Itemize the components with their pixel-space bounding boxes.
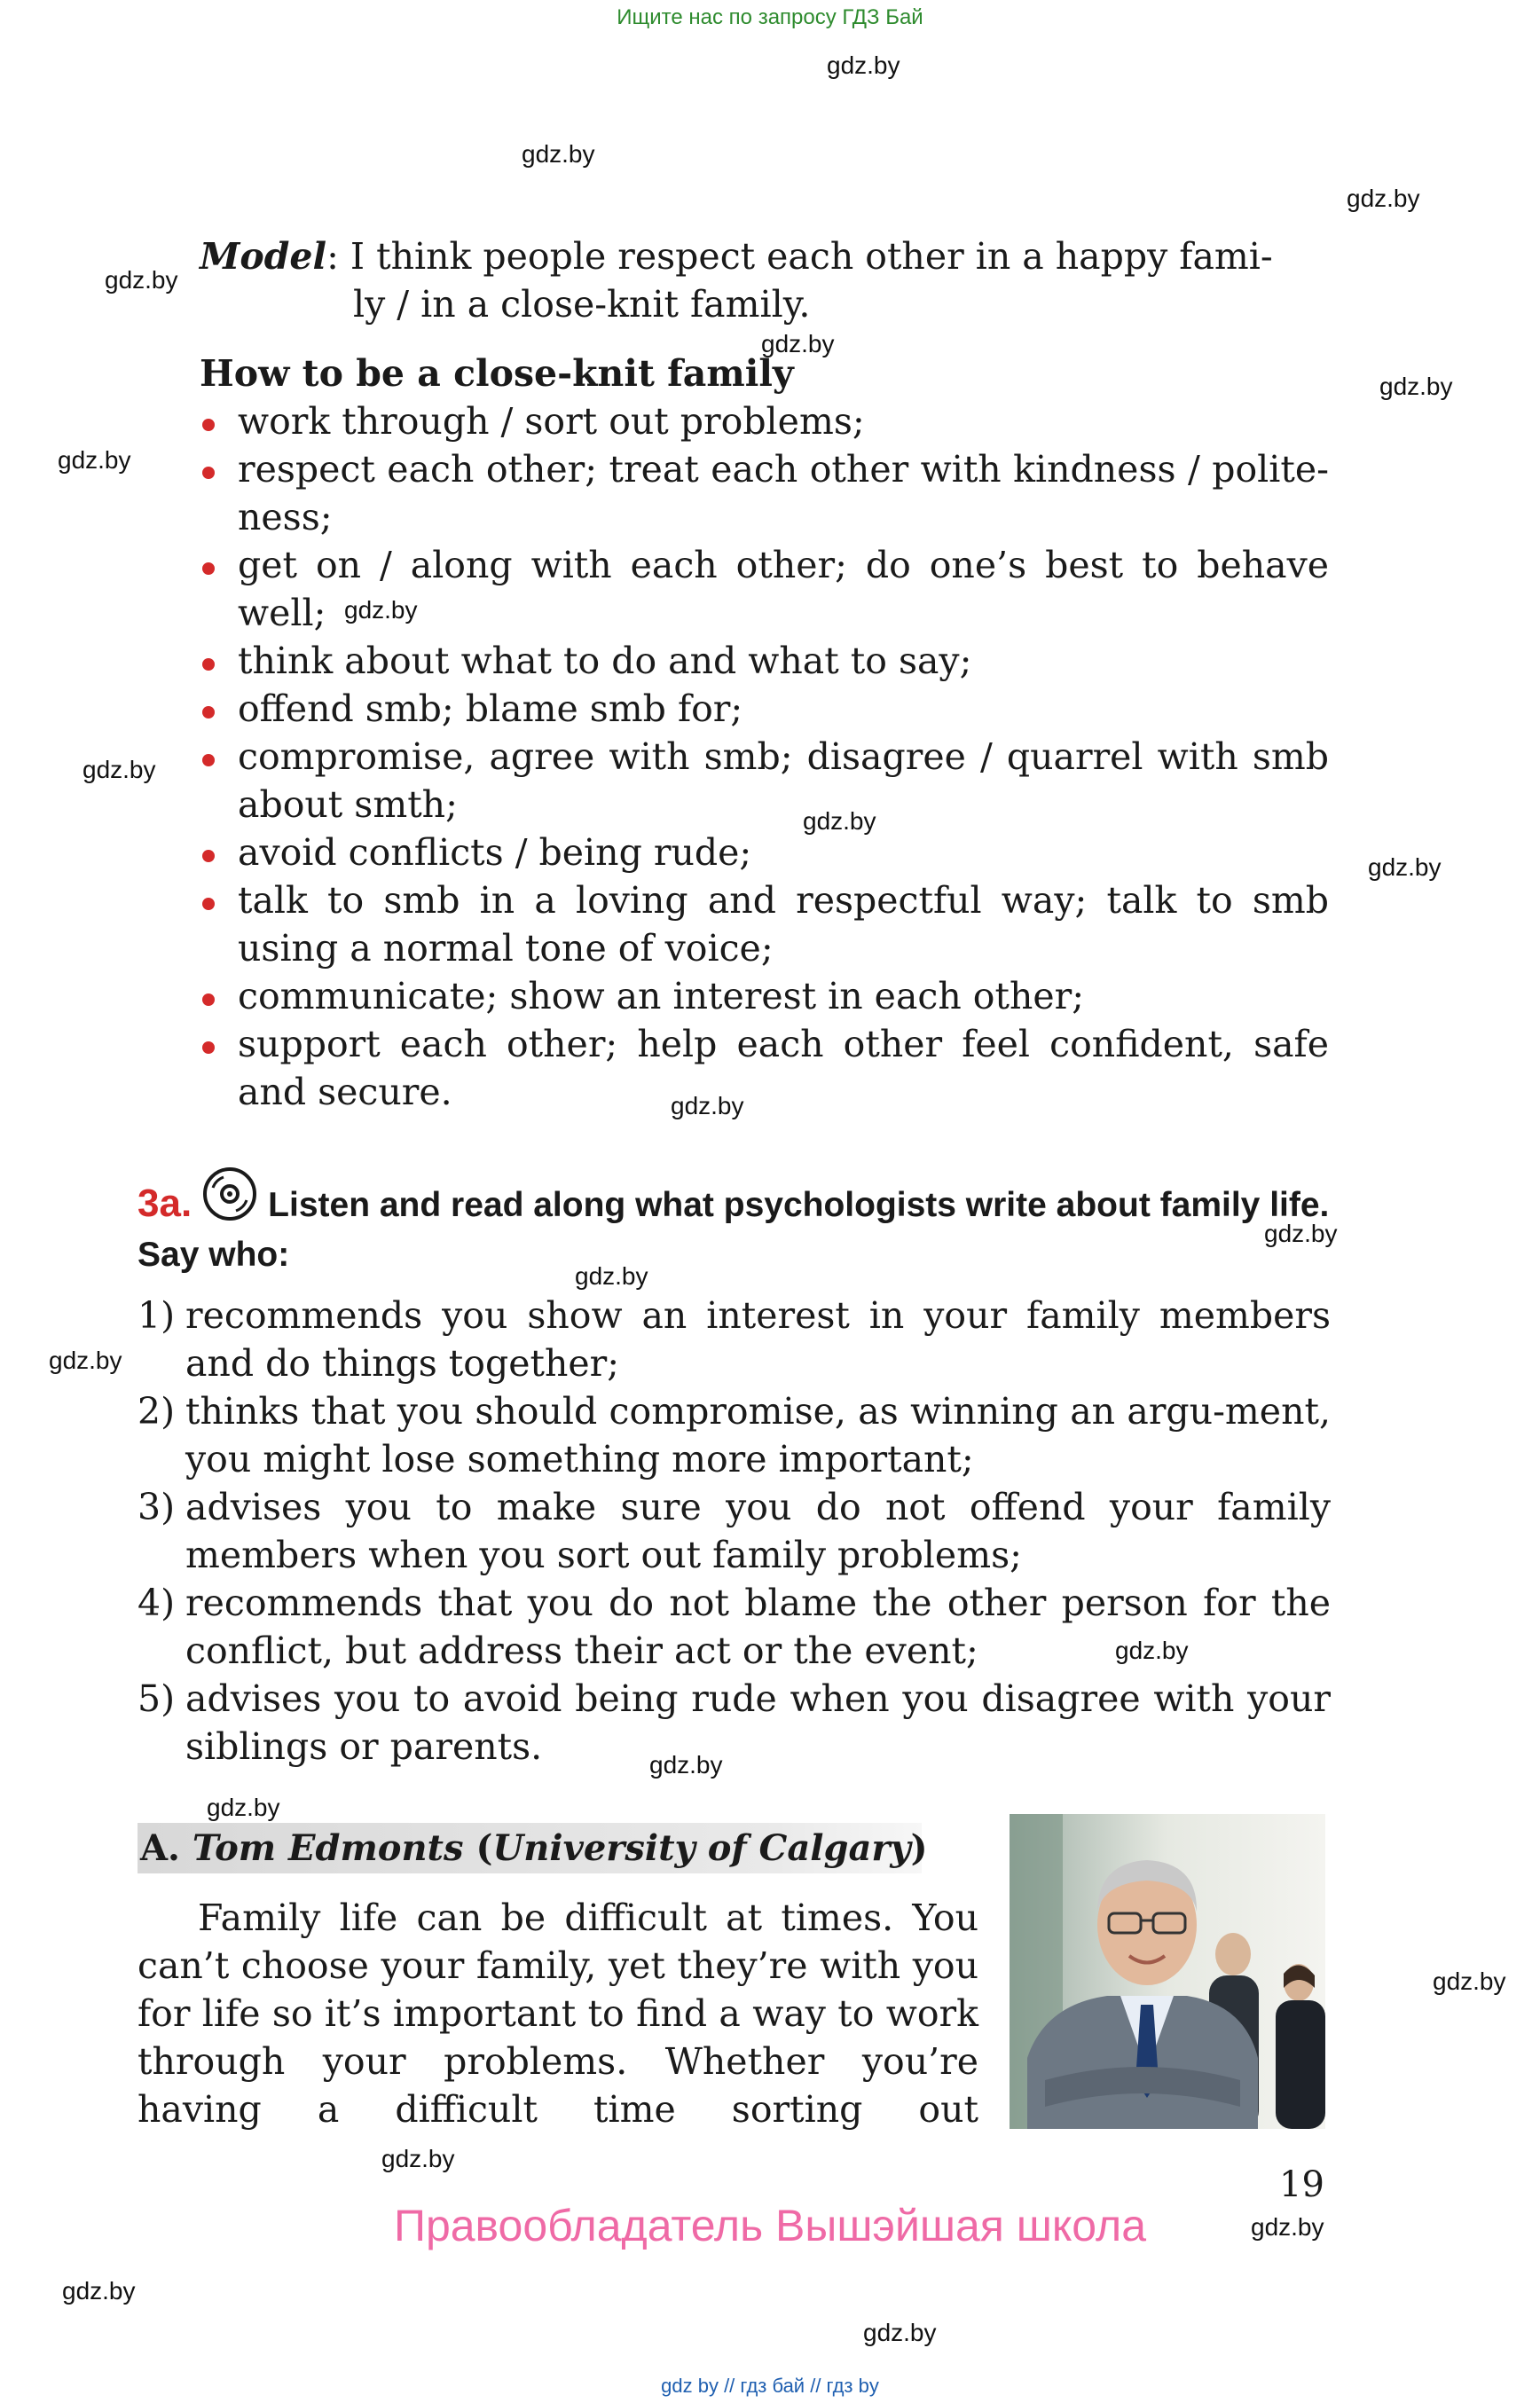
item-number: 5) xyxy=(138,1677,176,1720)
watermark: gdz.by xyxy=(1433,1967,1506,1995)
watermark: gdz.by xyxy=(49,1347,122,1374)
list-item: 4) recommends that you do not blame the other person for the conflict, but address their act or the event; xyxy=(138,1579,1331,1675)
model-line-2: ly / in a close-knit family. xyxy=(353,283,811,326)
item-number: 4) xyxy=(138,1582,176,1624)
section-paragraph: Family life can be difficult at times. You can’t choose your family, yet they’re with you for life so it’s important to find a way to work through your problems. Whether you’re having a difficult time sorting out xyxy=(138,1896,978,2131)
watermark: gdz.by xyxy=(761,330,835,357)
section-heading: A. Tom Edmonts (University of Calgary) xyxy=(140,1827,928,1869)
bullet-icon xyxy=(202,706,215,719)
item-number: 2) xyxy=(138,1390,176,1433)
watermark: gdz.by xyxy=(1115,1637,1189,1664)
watermark: gdz.by xyxy=(344,596,418,624)
bullet-icon xyxy=(202,562,215,575)
author-name: Tom Edmonts xyxy=(192,1827,464,1869)
list-item: offend smb; blame smb for; xyxy=(202,685,1329,733)
watermark: gdz.by xyxy=(649,1751,723,1779)
exercise-title xyxy=(138,1166,1331,1277)
watermark: gdz.by xyxy=(82,756,156,783)
watermark: gdz.by xyxy=(1251,2213,1324,2241)
close-knit-heading: How to be a close-knit family xyxy=(200,352,794,395)
watermark: gdz.by xyxy=(1347,185,1420,212)
bottom-links[interactable]: gdz by // гдз бай // гдз by xyxy=(661,2375,879,2397)
exercise-number: 3a. xyxy=(138,1182,192,1225)
list-item: talk to smb in a loving and respectful way; talk to smb using a normal tone of voice; xyxy=(202,876,1329,972)
bullet-icon xyxy=(202,1041,215,1054)
list-item: support each other; help each other feel confident, safe and secure. xyxy=(202,1020,1329,1116)
author-affiliation: University of Calgary xyxy=(492,1827,911,1869)
watermark: gdz.by xyxy=(575,1262,648,1290)
list-item: compromise, agree with smb; disagree / quarrel with smb about smth; xyxy=(202,733,1329,828)
cd-audio-icon[interactable] xyxy=(202,1166,257,1233)
list-item: respect each other; treat each other with kindness / polite-ness; xyxy=(202,445,1329,541)
model-label: Model xyxy=(200,235,327,278)
watermark: gdz.by xyxy=(803,807,876,835)
list-item: 2) thinks that you should compromise, as winning an argu-ment, you might lose something more important; xyxy=(138,1387,1331,1483)
exercise-list xyxy=(138,1292,1331,1771)
list-item: 3) advises you to make sure you do not offend your family members when you sort out family problems; xyxy=(138,1483,1331,1579)
list-item: work through / sort out problems; xyxy=(202,397,1329,445)
list-item: think about what to do and what to say; xyxy=(202,637,1329,685)
watermark: gdz.by xyxy=(863,2319,937,2346)
watermark: gdz.by xyxy=(381,2145,455,2172)
watermark: gdz.by xyxy=(207,1794,280,1821)
list-item: 5) advises you to avoid being rude when you disagree with your siblings or parents. xyxy=(138,1675,1331,1771)
bullet-icon xyxy=(202,658,215,671)
watermark: gdz.by xyxy=(105,266,178,294)
watermark: gdz.by xyxy=(1264,1220,1338,1247)
list-item: communicate; show an interest in each other; xyxy=(202,972,1329,1020)
psychologist-photo xyxy=(1010,1814,1325,2129)
watermark: gdz.by xyxy=(1368,853,1442,881)
model-text-1: I think people respect each other in a happy fami- xyxy=(350,235,1273,278)
list-item: get on / along with each other; do one’s best to behave well; xyxy=(202,541,1329,637)
bullet-icon xyxy=(202,754,215,766)
bullet-icon xyxy=(202,850,215,862)
bullet-icon xyxy=(202,419,215,431)
exercise-instruction: Listen and read along what psychologists write about family life. Say who: xyxy=(138,1186,1330,1274)
list-item: avoid conflicts / being rude; xyxy=(202,828,1329,876)
item-number: 3) xyxy=(138,1486,176,1528)
watermark: gdz.by xyxy=(1379,373,1453,400)
watermark: gdz.by xyxy=(522,140,595,168)
page-number: 19 xyxy=(1279,2164,1324,2205)
watermark: gdz.by xyxy=(671,1092,744,1119)
bullet-icon xyxy=(202,467,215,479)
watermark: gdz.by xyxy=(62,2277,136,2305)
bullet-icon xyxy=(202,898,215,910)
watermark: gdz.by xyxy=(827,51,900,79)
close-knit-list xyxy=(202,397,1329,1116)
search-hint: Ищите нас по запросу ГДЗ Бай xyxy=(617,5,923,29)
item-number: 1) xyxy=(138,1294,176,1337)
list-item: 1) recommends you show an interest in your family members and do things together; xyxy=(138,1292,1331,1387)
model-line: Model: I think people respect each other in a happy fami- xyxy=(200,235,1273,278)
watermark: gdz.by xyxy=(58,446,131,474)
bullet-icon xyxy=(202,993,215,1006)
copyright-holder: Правообладатель Вышэйшая школа xyxy=(394,2201,1146,2250)
